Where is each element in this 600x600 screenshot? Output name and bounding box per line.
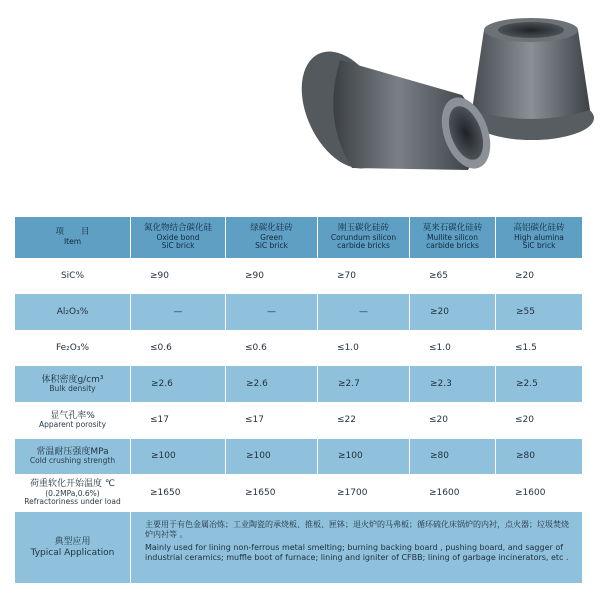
cell: ≥1600 xyxy=(429,487,460,498)
row-label: Al₂O₃% xyxy=(56,306,89,317)
product-photo xyxy=(0,0,600,205)
table-row xyxy=(15,402,582,439)
cell: — xyxy=(130,294,225,330)
table-header xyxy=(15,217,582,258)
cell: ≥80 xyxy=(495,439,582,474)
cell: ≥2.3 xyxy=(409,366,495,402)
header-col-5: 高铝碳化硅砖 High alumina SiC brick xyxy=(495,217,582,258)
header-item: 项 目 Item xyxy=(55,227,90,247)
front-brick xyxy=(284,38,499,183)
cell: ≥20 xyxy=(515,270,534,281)
header-col-2: 绿碳化硅砖 Green SiC brick xyxy=(225,217,317,258)
application-text: 主要用于有色金属冶炼；工业陶瓷的承烧板、推板、匣钵；退火炉的马弗板；循环硫化床锅炉的内衬，点火器；垃圾焚烧炉内衬等 。 Mainly used for lining non-ferrous metal smelting; burning backing board , pushing board, and sagger of industrial ceramics; muffle boot of furnace; lining and igniter of CFBB; lining of garbage incinerators, etc . xyxy=(130,512,582,583)
cell: ≤17 xyxy=(245,415,264,426)
row-label: 常温耐压强度MPa Cold crushing strength xyxy=(29,447,116,466)
spec-table xyxy=(15,217,582,583)
cell: ≤0.6 xyxy=(245,342,267,353)
header-col-1: 氮化物结合碳化硅 Oxide bond SiC brick xyxy=(130,217,225,258)
cell: ≥1600 xyxy=(515,487,546,498)
header-col-3: 刚玉碳化硅砖 Corundum silicon carbide bricks xyxy=(317,217,409,258)
table-row xyxy=(15,330,582,366)
cell: ≤20 xyxy=(515,415,534,426)
cell: ≥100 xyxy=(317,439,409,474)
header-col-4: 莫来石碳化硅砖 Mullite silicon carbide bricks xyxy=(409,217,495,258)
application-row xyxy=(15,512,582,583)
cell: ≥2.6 xyxy=(225,366,317,402)
cell: ≥70 xyxy=(337,270,356,281)
cell: ≥20 xyxy=(409,294,495,330)
row-label: 显气孔率% Apparent porosity xyxy=(38,411,107,430)
table-row xyxy=(15,366,582,402)
row-label: SiC% xyxy=(60,270,85,281)
table-row xyxy=(15,294,582,330)
cell: ≥1650 xyxy=(150,487,181,498)
table-row xyxy=(15,439,582,474)
cell: ≥100 xyxy=(130,439,225,474)
cell: ≤1.5 xyxy=(515,342,537,353)
cell: — xyxy=(317,294,409,330)
cell: ≥100 xyxy=(225,439,317,474)
cell: ≤0.6 xyxy=(150,342,172,353)
cell: ≥90 xyxy=(150,270,169,281)
cell: ≥55 xyxy=(495,294,582,330)
row-label: Fe₂O₃% xyxy=(55,342,90,353)
row-label: 荷重软化开始温度 ℃ (0.2MPa,0.6%) Refractoriness under load xyxy=(24,479,121,507)
application-label: 典型应用 Typical Application xyxy=(30,537,115,558)
table-row xyxy=(15,258,582,294)
cell: ≥65 xyxy=(429,270,448,281)
cell: ≥90 xyxy=(245,270,264,281)
row-label: 体积密度g/cm³ Bulk density xyxy=(41,374,104,393)
cell: ≤17 xyxy=(150,415,169,426)
cell: — xyxy=(225,294,317,330)
cell: ≥2.7 xyxy=(317,366,409,402)
cell: ≥1650 xyxy=(245,487,276,498)
table-row xyxy=(15,474,582,512)
back-brick xyxy=(470,18,594,140)
cell: ≤20 xyxy=(429,415,448,426)
cell: ≥1700 xyxy=(337,487,368,498)
cell: ≥80 xyxy=(409,439,495,474)
cell: ≤1.0 xyxy=(429,342,451,353)
cell: ≤1.0 xyxy=(337,342,359,353)
cell: ≤22 xyxy=(337,415,356,426)
cell: ≥2.6 xyxy=(130,366,225,402)
cell: ≥2.5 xyxy=(495,366,582,402)
